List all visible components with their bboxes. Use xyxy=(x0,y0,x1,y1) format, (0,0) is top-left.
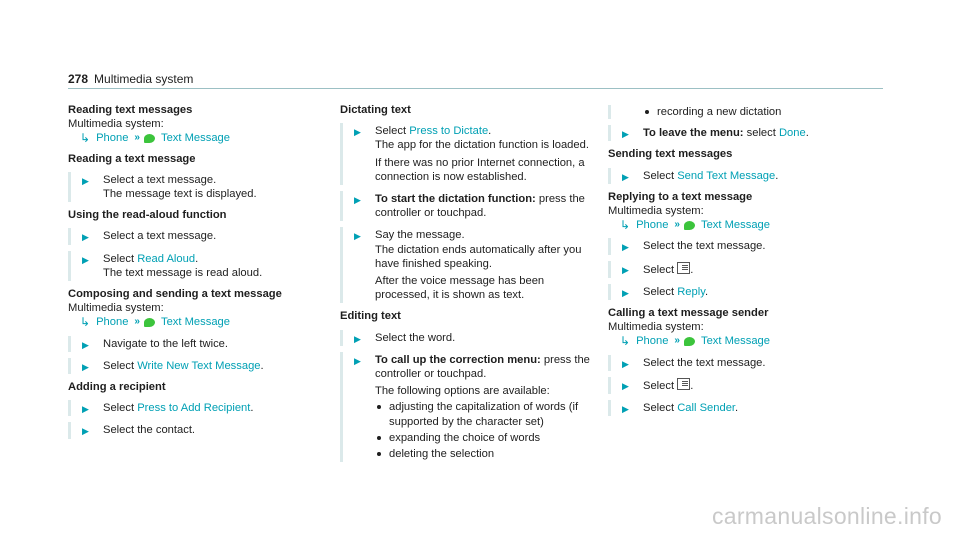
step-arrow-icon: ▶ xyxy=(82,254,89,265)
step-arrow-icon: ▶ xyxy=(82,426,89,437)
path-text-message[interactable]: Text Message xyxy=(160,316,231,329)
step: ▶ To call up the correction menu: press the controller or touchpad. The following options are available: adjusting the capitalization of words (if supported by the character set) expanding the choice of words deleting the selection xyxy=(340,352,595,462)
step-arrow-icon: ▶ xyxy=(622,242,629,253)
step-arrow-icon: ▶ xyxy=(354,231,361,242)
step-arrow-icon: ▶ xyxy=(622,287,629,298)
return-arrow-icon: ↳ xyxy=(620,334,631,349)
return-arrow-icon: ↳ xyxy=(80,315,91,330)
path-phone[interactable]: Phone xyxy=(96,316,129,329)
step-arrow-icon: ▶ xyxy=(82,361,89,372)
double-chevron-icon: » xyxy=(674,219,678,231)
step: ▶ Select the contact. xyxy=(68,422,308,438)
step: ▶ Select Send Text Message. xyxy=(608,168,868,184)
step: ▶ Select the word. xyxy=(340,330,595,346)
step-arrow-icon: ▶ xyxy=(82,175,89,186)
list-item: expanding the choice of words xyxy=(375,431,595,445)
step: ▶ Select the text message. xyxy=(608,238,868,254)
step-arrow-icon: ▶ xyxy=(354,195,361,206)
return-arrow-icon: ↳ xyxy=(80,131,91,146)
step: ▶ Select Reply. xyxy=(608,284,868,300)
step-arrow-icon: ▶ xyxy=(82,339,89,350)
step-arrow-icon: ▶ xyxy=(354,333,361,344)
continued-list xyxy=(608,105,868,119)
path-phone[interactable]: Phone xyxy=(636,219,669,232)
page-header xyxy=(68,72,193,86)
step: ▶ To leave the menu: select Done. xyxy=(608,125,868,141)
call-sender-link[interactable]: Call Sender xyxy=(677,402,736,415)
double-chevron-icon: » xyxy=(674,335,678,347)
message-bubble-icon xyxy=(684,221,695,230)
reply-link[interactable]: Reply xyxy=(677,285,705,298)
write-new-text-message-link[interactable]: Write New Text Message xyxy=(137,359,261,372)
bullet-dot-icon xyxy=(377,452,381,456)
step: ▶ Say the message. The dictation ends automatically after you have finished speaking. After the voice message has been processed, it is shown as text. xyxy=(340,227,595,303)
path-phone[interactable]: Phone xyxy=(636,335,669,348)
step: ▶ Select Press to Add Recipient. xyxy=(68,400,308,416)
column-3: recording a new dictation ▶ To leave the menu: select Done. Sending text messages ▶ Select Send Text Message. Replying to a text message Multimedia system: ↳ Phone » Text Message ▶ Select the text message. ▶ Select . ▶ Select Reply. Calling a text message sender Multimedia system: ↳ Phone » Text Message ▶ Select the text message. ▶ Select . ▶ Select Call Sender. xyxy=(608,103,868,416)
list-item: recording a new dictation xyxy=(643,105,868,119)
return-arrow-icon: ↳ xyxy=(620,218,631,233)
heading-calling-sender: Calling a text message sender xyxy=(608,307,769,320)
section-title: Multimedia system xyxy=(94,72,194,86)
message-bubble-icon xyxy=(684,337,695,346)
column-2 xyxy=(340,103,595,462)
step-arrow-icon: ▶ xyxy=(354,127,361,138)
step: ▶ Select Read Aloud. The text message is read aloud. xyxy=(68,251,308,281)
heading-read-aloud: Using the read-aloud function xyxy=(68,209,227,222)
press-to-add-recipient-link[interactable]: Press to Add Recipient xyxy=(137,402,251,415)
heading-sending: Sending text messages xyxy=(608,148,733,161)
step: ▶ Select Press to Dictate. The app for the dictation function is loaded. If there was no prior Internet connection, a connection is now established. xyxy=(340,123,595,185)
done-link[interactable]: Done xyxy=(778,127,806,140)
message-bubble-icon xyxy=(144,318,155,327)
heading-reading-text-messages: Reading text messages xyxy=(68,104,193,116)
heading-composing: Composing and sending a text message xyxy=(68,288,282,301)
double-chevron-icon: » xyxy=(134,316,138,328)
step-arrow-icon: ▶ xyxy=(82,232,89,243)
step-arrow-icon: ▶ xyxy=(622,358,629,369)
list-item: deleting the selection xyxy=(375,447,595,461)
step-arrow-icon: ▶ xyxy=(622,171,629,182)
menu-path xyxy=(80,131,308,145)
step-arrow-icon: ▶ xyxy=(622,380,629,391)
step-arrow-icon: ▶ xyxy=(82,404,89,415)
menu-path xyxy=(620,218,868,232)
step: ▶ Select Call Sender. xyxy=(608,400,868,416)
step: ▶ Select Write New Text Message. xyxy=(68,358,308,374)
press-to-dictate-link[interactable]: Press to Dictate xyxy=(409,125,489,138)
path-phone[interactable]: Phone xyxy=(96,132,129,145)
read-aloud-link[interactable]: Read Aloud xyxy=(137,252,196,265)
column-1: Reading text messages Multimedia system: ↳ Phone » Text Message Reading a text message ▶ Select a text message. The message text is displayed. Using the read-aloud function ▶ Select a text message. ▶ Select Read Aloud. The text message is read aloud. Composing and sending a text message Multimedia system: ↳ Phone » Text Message ▶ Navigate to the left twice. ▶ Select Write New Text Message. Adding a recipient ▶ Select Press to Add Recipient. ▶ Select the contact. xyxy=(68,103,308,439)
menu-list-icon[interactable] xyxy=(677,262,690,274)
send-text-message-link[interactable]: Send Text Message xyxy=(677,169,776,182)
watermark: carmanualsonline.info xyxy=(711,503,942,529)
step: ▶ Select a text message. The message text is displayed. xyxy=(68,172,308,202)
heading-reading-a-text-message: Reading a text message xyxy=(68,152,196,165)
heading-editing-text: Editing text xyxy=(340,310,401,323)
step-arrow-icon: ▶ xyxy=(622,404,629,415)
step-arrow-icon: ▶ xyxy=(622,264,629,275)
step: ▶ Select the text message. xyxy=(608,355,868,371)
menu-path xyxy=(80,315,308,329)
step: ▶ Select . xyxy=(608,261,868,278)
message-bubble-icon xyxy=(144,134,155,143)
menu-path xyxy=(620,334,868,348)
step: ▶ Select . xyxy=(608,377,868,394)
bullet-dot-icon xyxy=(645,110,649,114)
path-text-message[interactable]: Text Message xyxy=(700,219,771,232)
multimedia-system-label: Multimedia system: xyxy=(68,118,164,131)
step-arrow-icon: ▶ xyxy=(354,355,361,366)
page-number: 278 xyxy=(68,72,89,86)
path-text-message[interactable]: Text Message xyxy=(160,132,231,145)
step: ▶ Navigate to the left twice. xyxy=(68,336,308,352)
double-chevron-icon: » xyxy=(134,132,138,144)
bullet-dot-icon xyxy=(377,436,381,440)
header-divider xyxy=(68,88,883,89)
list-item: adjusting the capitalization of words (if supported by the character set) xyxy=(375,400,595,428)
step: ▶ To start the dictation function: press the controller or touchpad. xyxy=(340,191,595,221)
step: ▶ Select a text message. xyxy=(68,228,308,244)
path-text-message[interactable]: Text Message xyxy=(700,335,771,348)
menu-list-icon[interactable] xyxy=(677,378,690,390)
bullet-dot-icon xyxy=(377,405,381,409)
heading-replying: Replying to a text message xyxy=(608,190,753,203)
step-arrow-icon: ▶ xyxy=(622,129,629,140)
heading-dictating-text: Dictating text xyxy=(340,104,411,116)
heading-adding-recipient: Adding a recipient xyxy=(68,381,166,394)
